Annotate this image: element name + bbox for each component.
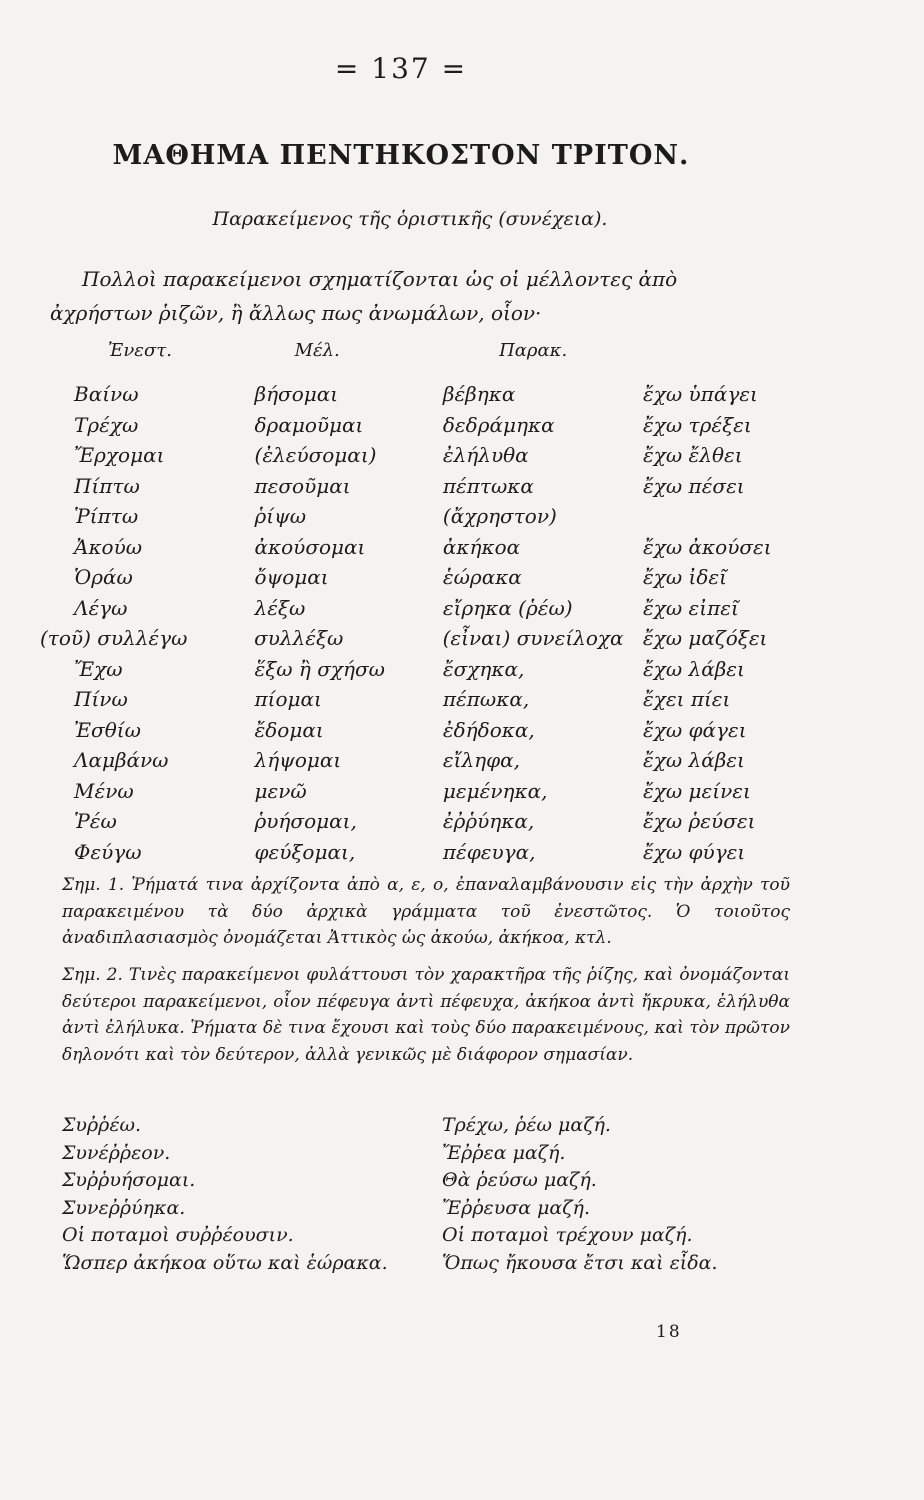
modern-form: ἔχω εἰπεῖ [643, 595, 739, 620]
present-form: Ἔχω [74, 656, 123, 681]
example-line: Συῤῥέω. [62, 1114, 142, 1136]
present-form: Φεύγω [74, 839, 142, 864]
table-row [40, 474, 800, 505]
future-form: (ἐλεύσομαι) [254, 443, 377, 467]
present-form: Ἐσθίω [74, 717, 141, 742]
future-form: λήψομαι [254, 748, 342, 772]
future-form: ῥίψω [254, 504, 307, 528]
future-form: ἀκούσομαι [254, 534, 366, 559]
table-row [40, 779, 800, 810]
table-header [40, 340, 800, 382]
present-form: Τρέχω [74, 412, 139, 437]
example-line: Ὅπως ἤκουσα ἔτσι καὶ εἶδα. [442, 1251, 718, 1274]
perfect-form: (ἄχρηστον) [442, 504, 557, 528]
perfect-form: μεμένηκα, [442, 778, 548, 803]
table-row [40, 443, 800, 474]
future-form: συλλέξω [254, 626, 344, 650]
table-row [40, 626, 800, 657]
modern-form: ἔχω τρέξει [643, 412, 752, 437]
note-2: Σημ. 2. Τινὲς παρακείμενοι φυλάττουσι τὸν χαρακτῆρα τῆς ῥίζης, καὶ ὀνομάζονται δεύτεροι παρακείμενοι, οἷον πέφευγα ἀντὶ πέφευχα, ἀκήκοα ἀντὶ ἤκρυκα, ἐλήλυθα ἀντὶ ἐλήλυκα. Ῥήματα δὲ τινα ἔχουσι καὶ τοὺς δύο παρακειμένους, καὶ τὸν πρῶτον δηλονότι καὶ τὸν δεύτερον, ἀλλὰ γενικῶς μὲ διάφορον σημασίαν. [62, 965, 790, 1065]
modern-form: ἔχω λάβει [643, 656, 745, 681]
example-line: Θὰ ῥεύσω μαζή. [442, 1169, 597, 1191]
present-form: Ἔρχομαι [74, 443, 165, 467]
lesson-title: ΜΑΘΗΜΑ ΠΕΝΤΗΚΟΣΤΟΝ ΤΡΙΤΟΝ. [112, 140, 690, 171]
future-form: πίομαι [254, 687, 322, 711]
perfect-form: (εἶναι) συνείλοχα [442, 626, 624, 650]
table-row [40, 687, 800, 718]
modern-form: ἔχω φύγει [643, 839, 746, 864]
future-form: ὄψομαι [254, 565, 329, 589]
future-form: πεσοῦμαι [254, 473, 351, 498]
perfect-form: ἀκήκοα [442, 534, 521, 559]
future-form: μενῶ [254, 778, 307, 803]
table-row [40, 657, 800, 688]
header-perfect: Παρακ. [499, 340, 568, 361]
example-line: Συῤῥυήσομαι. [62, 1169, 196, 1191]
example-line: Συνέῤῥεον. [62, 1141, 171, 1164]
printer-signature: 18 [656, 1322, 682, 1342]
perfect-form: πέπτωκα [442, 473, 534, 498]
example-line: Οἱ ποταμοὶ συῤῥέουσιν. [62, 1224, 294, 1246]
present-form: (τοῦ) συλλέγω [40, 626, 188, 650]
examples [62, 1112, 762, 1277]
future-form: βήσομαι [254, 382, 339, 406]
modern-form: ἔχω ὑπάγει [643, 382, 758, 406]
example-line: Ἔῤῥεα μαζή. [442, 1141, 566, 1164]
perfect-form: ἐῤῥύηκα, [442, 809, 535, 833]
modern-form: ἔχω μαζόξει [642, 626, 768, 650]
lesson-subtitle: Παρακείμενος τῆς ὁριστικῆς (συνέχεια). [212, 208, 608, 230]
perfect-form: ἐλήλυθα [442, 443, 529, 467]
example-line: Ἔῤῥευσα μαζή. [442, 1196, 590, 1219]
modern-form: ἔχω ἀκούσει [643, 534, 772, 559]
modern-form: ἔχω πέσει [643, 473, 745, 498]
example-line: Οἱ ποταμοὶ τρέχουν μαζή. [442, 1224, 693, 1246]
example-line: Ὥσπερ ἀκήκοα οὕτω καὶ ἑώρακα. [62, 1251, 388, 1274]
future-form: ῥυήσομαι, [254, 809, 357, 833]
perfect-form: εἴληφα, [442, 748, 520, 772]
table-row [40, 565, 800, 596]
verb-table [40, 340, 800, 870]
future-form: ἔδομαι [254, 717, 324, 742]
note-1: Σημ. 1. Ῥήματά τινα ἀρχίζοντα ἀπὸ α, ε, ο, ἐπαναλαμβάνουσιν εἰς τὴν ἀρχὴν τοῦ παρακειμένου τὰ δύο ἀρχικὰ γράμματα τοῦ ἐνεστῶτος. Ὁ τοιοῦτος ἀναδιπλασιασμὸς ὀνομάζεται Ἀττικὸς ὡς ἀκούω, ἀκήκοα, κτλ. [62, 875, 790, 948]
future-form: ἕξω ἢ σχήσω [254, 656, 385, 681]
header-future: Μέλ. [294, 340, 340, 361]
intro-paragraph: Πολλοὶ παρακείμενοι σχηματίζονται ὡς οἱ μέλλοντες ἀπὸ ἀχρήστων ῥιζῶν, ἢ ἄλλως πως ἀνωμάλων, οἷον· [50, 267, 678, 325]
table-row [40, 535, 800, 566]
modern-form: ἔχει πίει [643, 687, 731, 711]
future-form: λέξω [254, 595, 306, 620]
example-line: Τρέχω, ῥέω μαζή. [442, 1114, 611, 1136]
perfect-form: πέπωκα, [442, 687, 530, 711]
modern-form: ἔχω φάγει [643, 717, 747, 742]
table-row [40, 840, 800, 871]
perfect-form: ἔσχηκα, [442, 656, 525, 681]
present-form: Μένω [74, 778, 134, 803]
perfect-form: πέφευγα, [442, 839, 536, 864]
table-row [40, 382, 800, 413]
table-row [40, 748, 800, 779]
perfect-form: βέβηκα [442, 382, 516, 406]
present-form: Λέγω [74, 595, 128, 620]
perfect-form: εἴρηκα (ῥέω) [442, 595, 573, 620]
future-form: δραμοῦμαι [254, 412, 364, 437]
future-form: φεύξομαι, [254, 839, 356, 864]
table-row [40, 596, 800, 627]
examples-modern [442, 1112, 762, 1277]
present-form: Λαμβάνω [74, 748, 169, 772]
header-present: Ἐνεστ. [108, 340, 172, 361]
examples-ancient [62, 1112, 442, 1277]
table-row [40, 809, 800, 840]
modern-form: ἔχω ἰδεῖ [643, 565, 728, 589]
example-line: Συνεῤῥύηκα. [62, 1196, 186, 1219]
table-row [40, 718, 800, 749]
page-number: = 137 = [334, 52, 468, 85]
present-form: Ῥέω [74, 809, 117, 833]
perfect-form: ἐδήδοκα, [442, 717, 535, 742]
present-form: Ὁράω [74, 565, 133, 589]
modern-form: ἔχω ἔλθει [643, 443, 743, 467]
modern-form: ἔχω ῥεύσει [643, 809, 756, 833]
present-form: Πίνω [74, 687, 128, 711]
perfect-form: δεδράμηκα [442, 412, 555, 437]
table-row [40, 413, 800, 444]
present-form: Ῥίπτω [74, 504, 139, 528]
table-row [40, 504, 800, 535]
perfect-form: ἑώρακα [442, 565, 522, 589]
modern-form: ἔχω μείνει [643, 778, 751, 803]
present-form: Πίπτω [74, 473, 140, 498]
present-form: Βαίνω [74, 382, 139, 406]
modern-form: ἔχω λάβει [643, 748, 745, 772]
present-form: Ἀκούω [74, 534, 143, 559]
